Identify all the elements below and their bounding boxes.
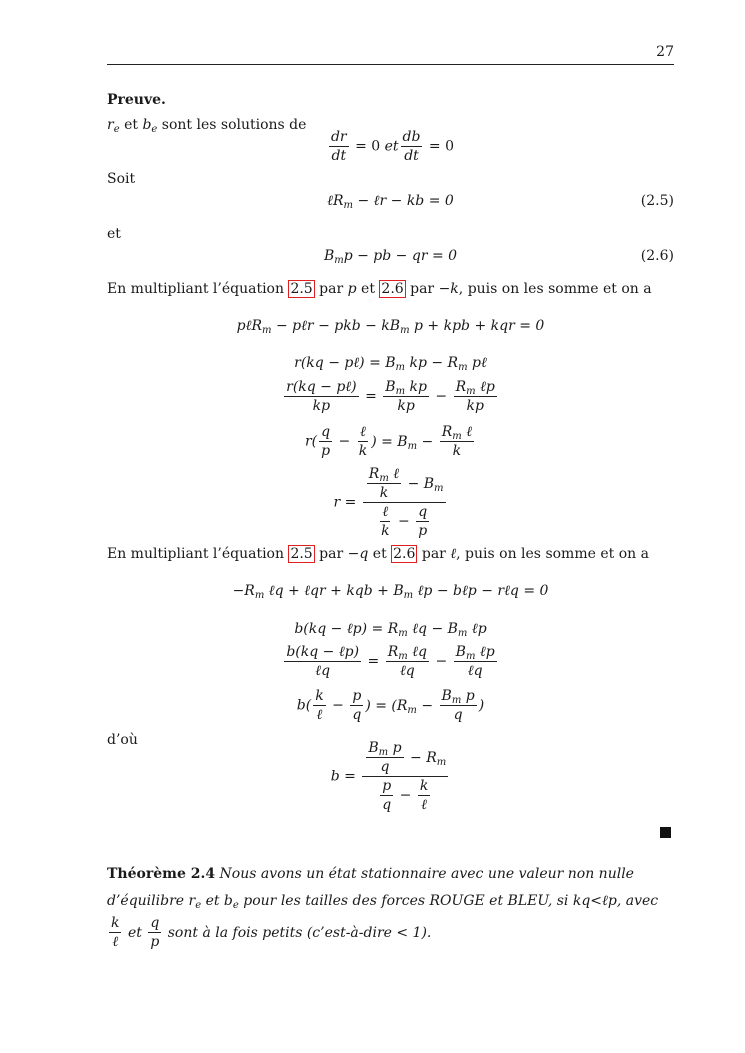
header-rule xyxy=(107,64,674,65)
equation-b-step-1: b(kq − ℓp) = $R_m$ ℓq − $B_m$ ℓp xyxy=(294,621,487,639)
equation-b-step-2: $\frac{\text{b(kq − ℓp)}}{\text{ℓq}}$ = $\frac{R_m \ell q}{\text{ℓq}}$ − $\frac{B_m \ell p}{\text{ℓq}}$ xyxy=(286,644,495,679)
equation-r-step-3: r( $\frac{q}{p}$ − $\frac{\text{ℓ}}{k}$ ) = $B_m$ − $\frac{R_m \ell}{k}$ xyxy=(304,424,473,459)
equation-sum-1: pℓR$_m$ − pℓr − pkb − $kB_m$ p + kpb + kqr = 0 xyxy=(236,318,545,336)
qed-square xyxy=(660,827,671,838)
page-number: 27 xyxy=(656,44,674,60)
equation-ref-2-6[interactable]: 2.6 xyxy=(381,281,404,297)
equation-b-step-3: b( $\frac{k}{\text{ℓ}}$ − $\frac{p}{q}$ ) = ($R_m$ − $\frac{B_m p}{q}$ ) xyxy=(296,688,485,723)
equation-number-2-5: (2.5) xyxy=(640,193,674,209)
equation-intro: $\frac{dr}{dt}$ = 0 et $\frac{db}{dt}$ = 0 xyxy=(330,129,455,164)
equation-ref-2-5[interactable]: 2.5 xyxy=(290,546,313,562)
dou-label: d’où xyxy=(107,732,138,748)
equation-2-5: ℓR$_m$ − ℓr − kb = 0 xyxy=(327,193,454,211)
equation-ref-2-6[interactable]: 2.6 xyxy=(393,546,416,562)
equation-r-solution: r = $\frac{R_m \ell}{k}$ − $B_m$ $\frac{\text{ℓ}}{k}$ − $\frac{q}{p}$ xyxy=(333,466,444,539)
proof-heading: Preuve. xyxy=(107,92,166,108)
theorem-label: Théorème 2.4 xyxy=(107,866,216,882)
paragraph-multiply-1: En multipliant l’équation 2.5 par p et 2.6 par −k, puis on les somme et on a xyxy=(107,281,652,297)
et-label: et xyxy=(107,226,121,242)
equation-b-solution: b = $\frac{B_m p}{q}$ − $R_m$ $\frac{p}{q}$ − $\frac{k}{\text{ℓ}}$ xyxy=(330,740,447,813)
equation-ref-2-5[interactable]: 2.5 xyxy=(290,281,313,297)
proof-intro: $r_e$ et $b_e$ sont les solutions de xyxy=(107,117,307,135)
equation-r-step-2: $\frac{\text{r(kq − pℓ)}}{kp}$ = $\frac{B_m kp}{kp}$ − $\frac{R_m \ell p}{kp}$ xyxy=(286,379,495,414)
equation-r-step-1: r(kq − pℓ) = $B_m$ kp − $R_m$ pℓ xyxy=(294,355,487,373)
paragraph-multiply-2: En multipliant l’équation 2.5 par −q et 2.6 par ℓ, puis on les somme et on a xyxy=(107,546,649,562)
equation-2-6: $B_mp$ − pb − qr = 0 xyxy=(323,248,458,266)
theorem-2-4: Théorème 2.4 Nous avons un état stationnaire avec une valeur non nulle d’équilibre $r_e$ et $b_e$ pour les tailles des forces ROUGE et BLEU, si kq<ℓp, avec $\frac{k}{\text{ℓ}}$ et $\frac{q}{p}$ sont à la fois petits (c’est-à-dire < 1). xyxy=(107,866,659,950)
equation-number-2-6: (2.6) xyxy=(640,248,674,264)
equation-sum-2: $-R_m$ ℓq + ℓqr + kqb + $B_m$ ℓp − bℓp − rℓq = 0 xyxy=(232,583,549,601)
soit-label: Soit xyxy=(107,171,136,187)
